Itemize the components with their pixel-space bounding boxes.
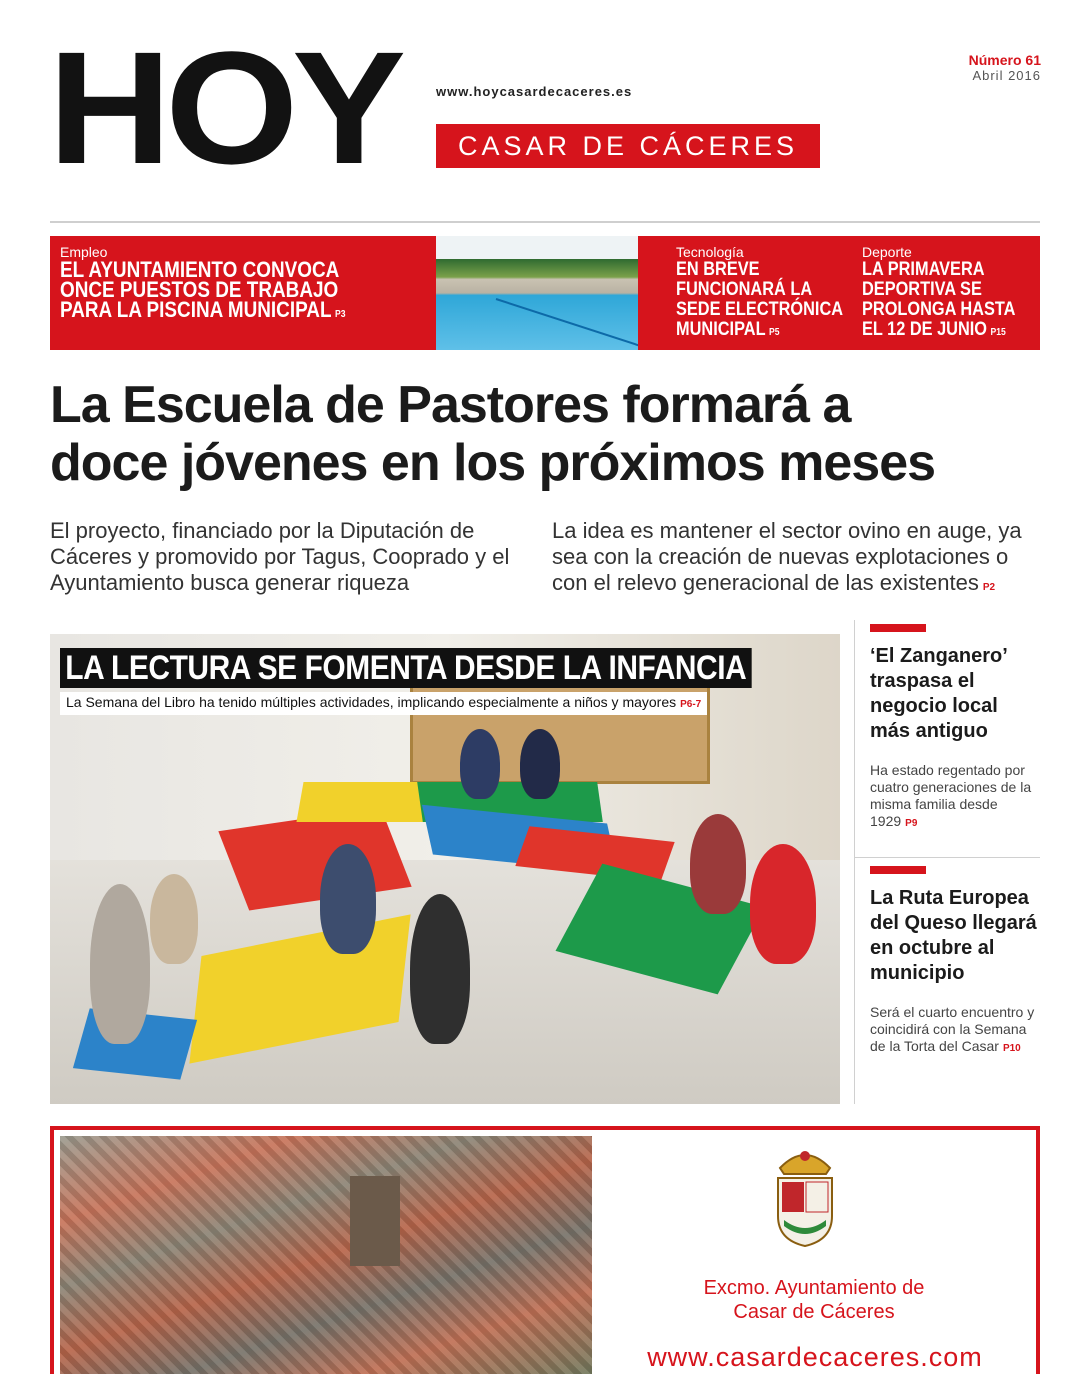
sidebar-story-zanganero[interactable] (854, 624, 1040, 832)
accent-bar (870, 624, 926, 632)
sidebar-title: La Ruta Europea del Queso llegará en octubre al municipio (870, 887, 1037, 984)
teaser-text: EL AYUNTAMIENTO CONVOCA ONCE PUESTOS DE TRABAJO PARA LA PISCINA MUNICIPAL P3 (60, 257, 346, 322)
masthead-divider (50, 221, 1040, 223)
teaser-text: LA PRIMAVERA DEPORTIVA SE PROLONGA HASTA EL 12 DE JUNIO P15 (862, 259, 1015, 340)
teaser-employment[interactable] (50, 236, 436, 350)
coat-of-arms-icon (770, 1140, 840, 1250)
aerial-town-photo (60, 1136, 592, 1374)
teaser-text: EN BREVE FUNCIONARÁ LA SEDE ELECTRÓNICA MUNICIPAL P5 (676, 259, 843, 340)
sidebar-story-queso[interactable] (854, 866, 1040, 1057)
pool-photo (436, 236, 638, 350)
teaser-sport[interactable] (852, 236, 1040, 350)
town-hall-ad[interactable] (50, 1126, 1040, 1374)
teaser-tag: Empleo (60, 244, 108, 260)
teaser-tag: Deporte (862, 244, 912, 260)
issue-date: Abril 2016 (972, 68, 1041, 83)
lead-deck-right: La idea es mantener el sector ovino en auge, ya sea con la creación de nuevas explotaciones o con el relevo generacional de las existentes P2 (552, 518, 1022, 595)
sidebar-separator (854, 857, 1040, 858)
issue-number: Número 61 (968, 52, 1041, 68)
edition-label: CASAR DE CÁCERES (436, 124, 820, 168)
masthead-logo: HOY (48, 18, 400, 197)
ad-url[interactable]: www.casardecaceres.com (647, 1342, 983, 1372)
teaser-spacer (638, 236, 666, 350)
sidebar-body: Será el cuarto encuentro y coincidirá con la Semana de la Torta del Casar P10 (870, 1004, 1035, 1054)
lead-deck-left: El proyecto, financiado por la Diputación de Cáceres y promovido por Tagus, Cooprado y el Ayuntamiento busca generar riqueza (50, 518, 510, 595)
teaser-technology[interactable] (666, 236, 852, 350)
photo-title: LA LECTURA SE FOMENTA DESDE LA INFANCIA (60, 648, 752, 688)
sidebar-body: Ha estado regentado por cuatro generaciones de la misma familia desde 1929 P9 (870, 762, 1032, 829)
classroom-photo[interactable] (50, 634, 840, 1104)
sidebar-title: ‘El Zanganero’ traspasa el negocio local más antiguo (870, 645, 1007, 742)
ad-organization: Excmo. Ayuntamiento de Casar de Cáceres (703, 1277, 925, 1323)
photo-subtitle: La Semana del Libro ha tenido múltiples actividades, implicando especialmente a niños y mayores P6-7 (60, 692, 707, 715)
accent-bar (870, 866, 926, 874)
site-url[interactable]: www.hoycasardecaceres.es (436, 84, 633, 99)
lead-headline[interactable]: La Escuela de Pastores formará a doce jóvenes en los próximos meses (50, 376, 936, 492)
teaser-tag: Tecnología (676, 244, 744, 260)
